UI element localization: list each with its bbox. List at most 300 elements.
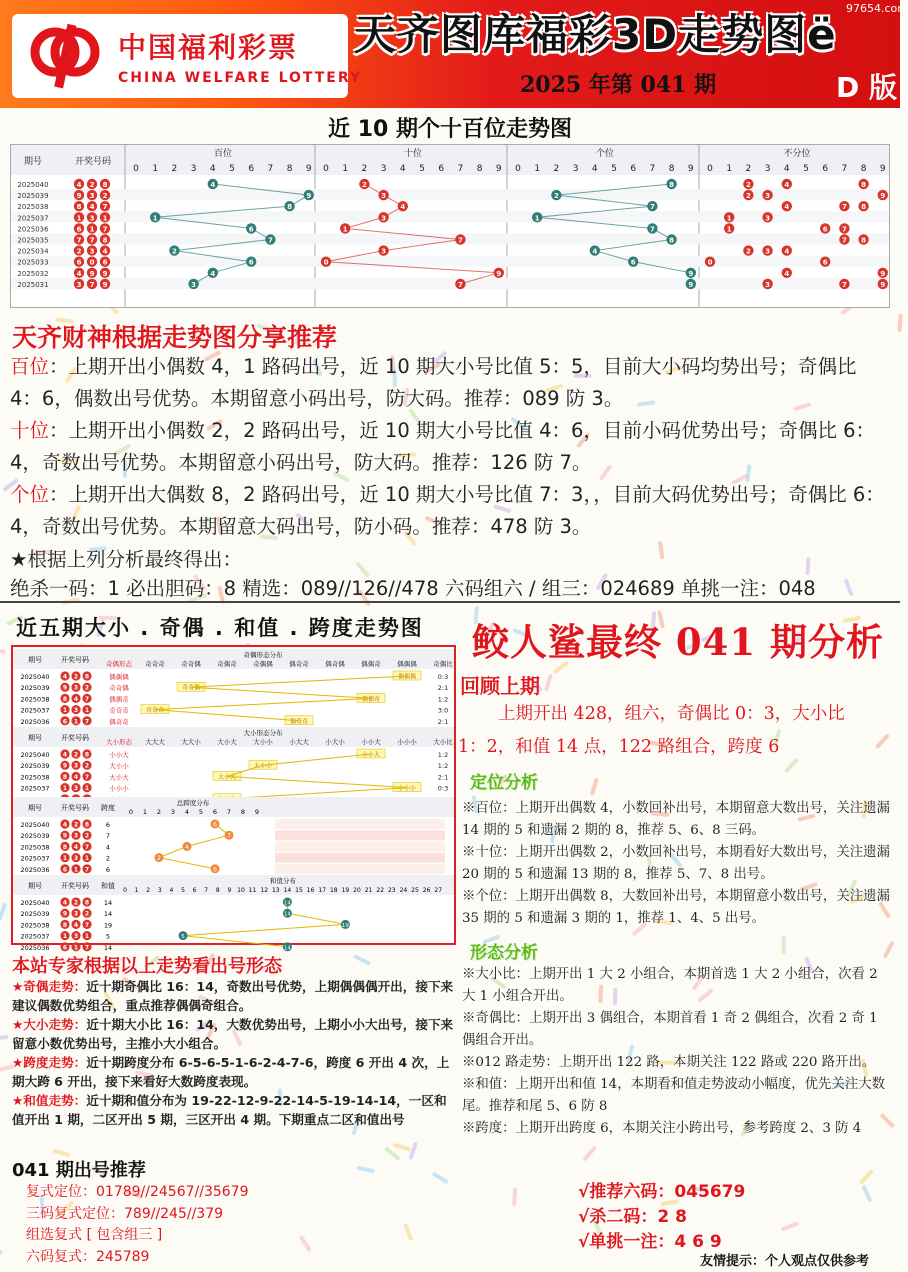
ratio-value: 1:2 [437, 762, 449, 771]
span-digit: 8 [240, 808, 246, 816]
draw-ball-number: 7 [84, 944, 90, 952]
combined-ball-number: 7 [841, 280, 847, 289]
combined-ball-number: 8 [861, 181, 867, 189]
ratio-value: 3:0 [437, 706, 449, 715]
confetti-piece [512, 1188, 517, 1206]
draw-ball-number: 8 [62, 843, 68, 851]
sum-digit: 23 [387, 887, 396, 894]
draw-ball-number: 7 [84, 695, 90, 703]
span-digit: 9 [254, 808, 260, 816]
shape-label: 小小大 [109, 751, 129, 759]
draw-ball-number: 8 [84, 673, 90, 681]
draw-ball-number: 9 [62, 684, 68, 692]
block-col-label: 奇奇偶 [181, 660, 201, 668]
digit-header: 9 [879, 164, 886, 174]
draw-ball-number: 8 [84, 899, 90, 907]
block-col-label: 偶偶偶 [397, 660, 417, 668]
period-label: 2025037 [20, 932, 50, 941]
digit-header: 8 [286, 164, 293, 174]
rec-item: 组选复式 [ 包含组三 ] [26, 1227, 163, 1243]
span-trend: ★跨度走势：近十期跨度分布 6-5-6-5-1-6-2-4-7-6，跨度 6 开出 4 次，上期大跨 6 开出，接下来看好大数跨度表现。 [12, 1055, 450, 1089]
position-trend-chart [10, 144, 890, 308]
period-label: 2025036 [17, 225, 49, 234]
period-label: 2025037 [20, 854, 50, 863]
chart-header-bg [11, 145, 889, 175]
sum-group-label: 和值分布 [270, 877, 296, 885]
trend-ball-number: 3 [381, 247, 387, 256]
span-ball-number: 6 [213, 821, 217, 829]
digit-header: 0 [133, 164, 139, 174]
confetti-piece [0, 774, 1, 780]
trend-ball-number: 8 [669, 181, 675, 189]
trend-ball-number: 1 [534, 214, 540, 223]
confetti-piece [859, 1169, 874, 1185]
confetti-piece [883, 941, 895, 959]
span-digit: 4 [184, 808, 190, 816]
trend-ball-number: 1 [342, 225, 348, 234]
draw-ball-number: 1 [102, 214, 108, 223]
period-label: 2025036 [20, 717, 50, 726]
combined-ball-number: 4 [784, 203, 790, 212]
trend-ball-number: 9 [688, 280, 694, 289]
confetti-piece [0, 1035, 8, 1042]
block-col-label: 奇奇奇 [145, 660, 165, 668]
col-draw: 开奖号码 [61, 734, 89, 742]
shape-hit-label: 偶偶奇 [361, 695, 381, 703]
block-col-label: 大小形态 [106, 738, 132, 746]
trend-ball-number: 4 [210, 181, 216, 189]
combined-ball-number: 6 [822, 258, 828, 267]
group-label: 十位 [403, 149, 423, 159]
sum-trend: ★和值走势：近十期和值分布为 19-22-12-9-22-14-5-19-14-14，一区和值开出 1 期，二区开出 5 期，三区开出 4 期。下期重点二区和值出号 [12, 1093, 447, 1127]
draw-ball-number: 3 [73, 910, 79, 918]
tens-text: ：上期开出小偶数 2，2 路码出号，近 10 期大小号比值 4：6，目前小码优势出号；奇偶比 6：4，奇数出号优势。本期留意小码出号，防大码。推荐：126 防 7。 [10, 419, 876, 474]
sum-ball-number: 14 [283, 900, 291, 907]
digit-header: 9 [687, 164, 694, 174]
combined-ball-number: 7 [841, 236, 847, 245]
oe-trend: ★奇偶走势：近十期奇偶比 16：14，奇数出号优势，上期偶偶偶开出，接下来建议偶数优势组合，重点推荐偶偶奇组合。 [12, 979, 454, 1013]
group-label: 百位 [213, 149, 233, 159]
sum-ball-number: 14 [283, 945, 291, 952]
block-col-label: 大大小 [181, 738, 201, 746]
combined-ball-number: 3 [765, 280, 771, 289]
block-col-label: 奇偶形态 [106, 660, 132, 668]
draw-ball-number: 1 [73, 866, 79, 874]
draw-ball-number: 4 [62, 899, 68, 907]
trend-ball-number: 7 [457, 280, 463, 289]
sum-value: 5 [105, 932, 111, 941]
shape-hit-label: 大小大 [217, 773, 237, 781]
span-trend-line [159, 821, 229, 869]
digit-header: 4 [209, 164, 216, 174]
ratio-value: 2:1 [437, 773, 449, 782]
sum-digit: 0 [123, 887, 127, 894]
draw-ball-number: 1 [89, 225, 95, 234]
form-route: ※012 路走势：上期开出 122 路，本期关注 122 路或 220 路开出。 [462, 1055, 876, 1070]
trend-ball-number: 3 [381, 192, 387, 201]
combined-ball-number: 6 [822, 225, 828, 234]
period-label: 2025039 [20, 684, 50, 693]
span-right-cell [275, 853, 445, 863]
trend-ball-number: 0 [323, 258, 329, 267]
review-heading: 回顾上期 [460, 674, 540, 698]
block-col-label: 偶奇偶 [325, 660, 345, 668]
digit-header: 6 [438, 164, 445, 174]
draw-ball-number: 2 [84, 910, 90, 918]
sum-value: 19 [103, 921, 113, 930]
draw-ball-number: 2 [73, 899, 79, 907]
hundreds-label: 百位 [10, 355, 50, 378]
block-col-label: 奇偶比 [433, 660, 453, 668]
block-col-label: 大大大 [145, 738, 165, 746]
sum-digit: 3 [157, 887, 162, 894]
combined-ball-number: 2 [745, 247, 751, 256]
sum-value: 14 [103, 943, 113, 952]
draw-ball-number: 9 [62, 910, 68, 918]
shape-label: 偶偶奇 [109, 695, 129, 704]
sum-digit: 2 [146, 887, 151, 894]
combined-ball-number: 9 [880, 269, 886, 278]
sum-digit: 14 [283, 887, 292, 894]
sum-digit: 17 [318, 887, 327, 894]
shape-hit-label: 偶奇奇 [289, 718, 309, 726]
trend-ball-number: 6 [248, 258, 254, 267]
confetti-piece [384, 1146, 400, 1161]
period-label: 2025038 [17, 203, 49, 212]
col-period: 期号 [28, 882, 42, 890]
draw-ball-number: 8 [62, 773, 68, 781]
trend-ball-number: 3 [381, 214, 387, 223]
draw-ball-number: 8 [62, 921, 68, 929]
draw-ball-number: 3 [73, 707, 79, 715]
draw-ball-number: 8 [62, 695, 68, 703]
draw-ball-number: 3 [73, 785, 79, 793]
draw-ball-number: 2 [73, 751, 79, 759]
span-digit: 5 [198, 808, 204, 816]
digit-header: 0 [707, 164, 713, 174]
span-digit: 0 [128, 808, 134, 816]
sum-digit: 1 [134, 887, 139, 894]
period-label: 2025036 [20, 943, 50, 952]
confetti-piece [0, 646, 6, 655]
draw-ball-number: 3 [73, 762, 79, 770]
span-ball-number: 4 [185, 843, 189, 851]
sum-trend-line [183, 902, 345, 947]
digit-header: 0 [515, 164, 521, 174]
confetti-piece [403, 1223, 413, 1241]
digit-header: 1 [342, 164, 349, 174]
final-conclusion: ★根据上列分析最终得出： [10, 548, 242, 571]
draw-ball-number: 1 [62, 933, 68, 941]
span-ball-number: 7 [227, 832, 231, 840]
trend-ball-number: 4 [400, 203, 406, 212]
ones-text: ：上期开出大偶数 8，2 路码出号，近 10 期大小号比值 7：3，，目前大码优势出号；奇偶比 6：4，奇数出号优势。本期留意大码出号，防小码。推荐：478 防 3。 [10, 483, 885, 538]
digit-header: 4 [783, 164, 790, 174]
logo-text-cn: 中国福利彩票 [118, 31, 299, 64]
draw-ball-number: 1 [73, 718, 79, 726]
span-col-label: 跨度 [101, 804, 115, 812]
draw-ball-number: 9 [62, 832, 68, 840]
draw-ball-number: 3 [73, 933, 79, 941]
trend-ball-number: 6 [248, 225, 254, 234]
draw-ball-number: 9 [102, 269, 108, 278]
block-col-label: 奇偶奇 [217, 660, 237, 668]
draw-ball-number: 7 [84, 718, 90, 726]
logo-text-en: CHINA WELFARE LOTTERY [118, 70, 363, 86]
draw-ball-number: 7 [84, 773, 90, 781]
draw-ball-number: 4 [73, 695, 79, 703]
draw-ball-number: 6 [76, 258, 82, 267]
combined-ball-number: 3 [765, 247, 771, 256]
ratio-value: 1:2 [437, 695, 449, 704]
draw-ball-number: 1 [73, 944, 79, 952]
confetti-piece [299, 1235, 312, 1252]
draw-ball-number: 4 [102, 247, 108, 256]
trend-ball-number: 2 [361, 181, 367, 189]
digit-header: 5 [611, 164, 617, 174]
ones-analysis [10, 479, 892, 543]
shape-hit-label: 小小小 [397, 785, 417, 793]
span-digit: 1 [142, 808, 148, 816]
sum-digit: 4 [169, 887, 174, 894]
draw-ball-number: 1 [84, 855, 90, 863]
col-period: 期号 [28, 734, 42, 742]
digit-header: 6 [630, 164, 637, 174]
draw-ball-number: 1 [62, 855, 68, 863]
shape-label: 奇奇偶 [109, 684, 129, 693]
draw-ball-number: 8 [102, 236, 108, 245]
digit-header: 7 [457, 164, 464, 174]
sum-digit: 16 [306, 887, 315, 894]
review-line-2: 1：2，和值 14 点，122 路组合，跨度 6 [458, 737, 780, 757]
hundreds-analysis [10, 351, 892, 415]
col-period: 期号 [28, 804, 42, 812]
digit-header: 7 [649, 164, 656, 174]
period-label: 2025040 [20, 673, 50, 681]
position-analysis-tag: 定位分析 [470, 773, 538, 793]
draw-ball-number: 3 [73, 855, 79, 863]
period-label: 2025039 [17, 192, 49, 201]
sum-col-label: 和值 [101, 882, 115, 890]
sum-digit: 8 [215, 887, 220, 894]
span-right-cell [275, 830, 445, 840]
shape-label: 小小小 [109, 784, 129, 793]
period-label: 2025038 [20, 843, 50, 852]
period-label: 2025039 [20, 832, 50, 841]
combined-ball-number: 8 [861, 236, 867, 245]
sum-digit: 15 [295, 887, 303, 894]
col-draw: 开奖号码 [61, 882, 89, 890]
confetti-piece [0, 902, 7, 920]
draw-ball-number: 6 [102, 258, 108, 267]
sum-value: 14 [103, 910, 113, 919]
sum-digit: 11 [248, 887, 257, 894]
sum-ball-number: 14 [283, 911, 291, 918]
form-span: ※跨度：上期开出跨度 6，本期关注小跨出号，参考跨度 2、3 防 4 [462, 1121, 862, 1136]
draw-ball-number: 9 [62, 762, 68, 770]
draw-ball-number: 2 [84, 762, 90, 770]
ratio-value: 0:3 [437, 673, 449, 681]
sum-digit: 26 [422, 887, 431, 894]
period-label: 2025037 [20, 706, 50, 715]
block-col-label: 大小大 [217, 738, 237, 746]
confetti-piece [544, 674, 553, 692]
ratio-value: 2:1 [437, 684, 449, 693]
col-period: 期号 [28, 656, 42, 664]
sum-digit: 9 [227, 887, 232, 894]
draw-ball-number: 7 [102, 203, 108, 212]
draw-ball-number: 4 [73, 773, 79, 781]
trend-ball-number: 7 [649, 203, 655, 212]
span-ball-number: 6 [213, 866, 217, 874]
page-title: 天齐图库福彩3D走势图ё [354, 10, 837, 59]
period-label: 2025031 [17, 280, 49, 289]
block-col-label: 奇偶偶 [253, 660, 273, 668]
confetti-piece [861, 1185, 872, 1203]
section-divider [0, 601, 900, 603]
span-value: 2 [105, 854, 111, 863]
period-label: 2025039 [20, 762, 50, 771]
span-value: 7 [105, 832, 111, 841]
sum-ball-number: 5 [181, 934, 185, 941]
shape-trend-chart [11, 645, 456, 952]
draw-ball-number: 1 [76, 214, 82, 223]
draw-ball-number: 2 [89, 181, 95, 189]
trend-ball-number: 1 [152, 214, 158, 223]
draw-ball-number: 7 [84, 866, 90, 874]
combined-ball-number: 0 [707, 258, 713, 267]
draw-ball-number: 4 [89, 203, 95, 212]
draw-ball-number: 4 [62, 821, 68, 829]
block-col-label: 小大大 [289, 738, 309, 746]
expert-shape-heading: 本站专家根据以上走势看出号形态 [12, 956, 282, 977]
digit-header: 1 [534, 164, 541, 174]
trend-ball-number: 8 [287, 203, 293, 212]
shape-hit-label: 偶偶偶 [397, 673, 417, 681]
digit-header: 1 [726, 164, 733, 174]
shape-trend-title: 近五期大小 . 奇偶 . 和值 . 跨度走势图 [16, 616, 424, 640]
shape-label: 偶偶偶 [109, 673, 129, 681]
draw-ball-number: 1 [62, 707, 68, 715]
sum-digit: 5 [181, 887, 185, 894]
span-digit: 6 [212, 808, 218, 816]
form-sum: ※和值：上期开出和值 14，本期看和值走势波动小幅度，优先关注大数尾。推荐和尾 5、6 防 8 [462, 1077, 886, 1114]
sum-digit: 21 [364, 887, 373, 894]
combined-ball-number: 3 [765, 214, 771, 223]
digit-header: 8 [476, 164, 483, 174]
rec-item: 六码复式：245789 [26, 1248, 150, 1265]
period-label: 2025035 [17, 236, 49, 245]
span-digit: 3 [170, 808, 176, 816]
version-badge: D 版 [836, 71, 897, 104]
group-label: 不分位 [783, 149, 811, 159]
shape-hit-label: 小小大 [361, 751, 381, 759]
watermark: 97654.com [846, 2, 908, 15]
sum-digit: 20 [353, 887, 361, 894]
draw-ball-number: 1 [84, 785, 90, 793]
final-picks: 绝杀一码：1 必出胆码：8 精选：089//126//478 六码组六 / 组三：024689 单挑一注：048 [10, 577, 816, 600]
draw-ball-number: 6 [62, 944, 68, 952]
digit-header: 8 [860, 164, 867, 174]
digit-header: 3 [572, 164, 579, 174]
span-digit: 2 [156, 808, 162, 816]
trend-ball-number: 9 [496, 269, 502, 278]
pos-hundreds: ※百位：上期开出偶数 4，小数回补出号，本期留意大数出号，关注遗漏 14 期的 5 和遗漏 2 期的 8，推荐 5、6、8 三码。 [462, 801, 890, 838]
block-col-label: 小小大 [361, 738, 381, 746]
block-col-label: 偶偶奇 [361, 660, 381, 668]
digit-header: 4 [399, 164, 406, 174]
trend-ball-number: 7 [649, 225, 655, 234]
digit-header: 3 [764, 164, 771, 174]
analysis-heading: 天齐财神根据走势图分享推荐 [12, 323, 338, 352]
draw-ball-number: 7 [76, 236, 82, 245]
draw-ball-number: 2 [84, 684, 90, 692]
combined-ball-number: 7 [841, 203, 847, 212]
hundreds-text: ：上期开出小偶数 4，1 路码出号，近 10 期大小号比值 5：5，目前大小码均势出号；奇偶比 4：6，偶数出号优势。本期留意小码出号，防大码。推荐：089 防 3。 [10, 355, 857, 410]
sum-digit: 19 [341, 887, 350, 894]
group-label: 个位 [595, 149, 615, 159]
draw-ball-number: 9 [102, 280, 108, 289]
expert-shape-text [12, 977, 454, 1129]
draw-ball-number: 1 [84, 933, 90, 941]
block-col-label: 大小小 [253, 738, 273, 746]
draw-ball-number: 7 [89, 236, 95, 245]
period-label: 2025038 [20, 695, 50, 704]
draw-ball-number: 8 [84, 821, 90, 829]
trend-ball-number: 7 [267, 236, 273, 245]
digit-header: 6 [822, 164, 829, 174]
trend-ball-number: 2 [553, 192, 559, 201]
digit-header: 7 [267, 164, 274, 174]
period-label: 2025038 [20, 921, 50, 930]
period-label: 2025032 [17, 269, 49, 278]
pos-tens: ※十位：上期开出偶数 2，小数回补出号，本期看好大数出号，关注遗漏 20 期的 5 和遗漏 13 期的 8，推荐 5、7、8 出号。 [462, 845, 890, 882]
shape-label: 奇奇奇 [109, 706, 129, 715]
draw-ball-number: 4 [76, 269, 82, 278]
row-stripe [11, 256, 889, 267]
span-group-label: 总跨度分布 [176, 799, 210, 807]
trend-ball-number: 3 [191, 280, 197, 289]
draw-ball-number: 4 [73, 921, 79, 929]
period-label: 2025038 [20, 773, 50, 782]
combined-ball-number: 4 [784, 269, 790, 278]
issue-number: 2025 年第 041 期 [520, 72, 717, 98]
trend-ball-number: 4 [210, 269, 216, 278]
confetti-piece [0, 1245, 3, 1255]
digit-header: 0 [323, 164, 329, 174]
sum-digit: 13 [271, 887, 280, 894]
trend-ball-number: 6 [630, 258, 636, 267]
draw-ball-number: 3 [73, 832, 79, 840]
digit-header: 6 [248, 164, 255, 174]
sum-digit: 18 [329, 887, 338, 894]
draw-ball-number: 1 [62, 785, 68, 793]
ones-label: 个位 [10, 483, 50, 506]
digit-header: 2 [361, 164, 368, 174]
shape-hit-label: 大小小 [253, 762, 273, 770]
sum-value: 14 [103, 899, 113, 907]
draw-ball-number: 9 [89, 269, 95, 278]
combined-ball-number: 1 [726, 225, 732, 234]
shape-label: 大小小 [109, 762, 129, 771]
period-label: 2025040 [20, 899, 50, 907]
digit-header: 9 [495, 164, 502, 174]
confetti-piece [897, 314, 902, 332]
digit-header: 4 [591, 164, 598, 174]
draw-ball-number: 3 [73, 684, 79, 692]
draw-ball-number: 3 [76, 280, 82, 289]
span-digit: 7 [226, 808, 232, 816]
